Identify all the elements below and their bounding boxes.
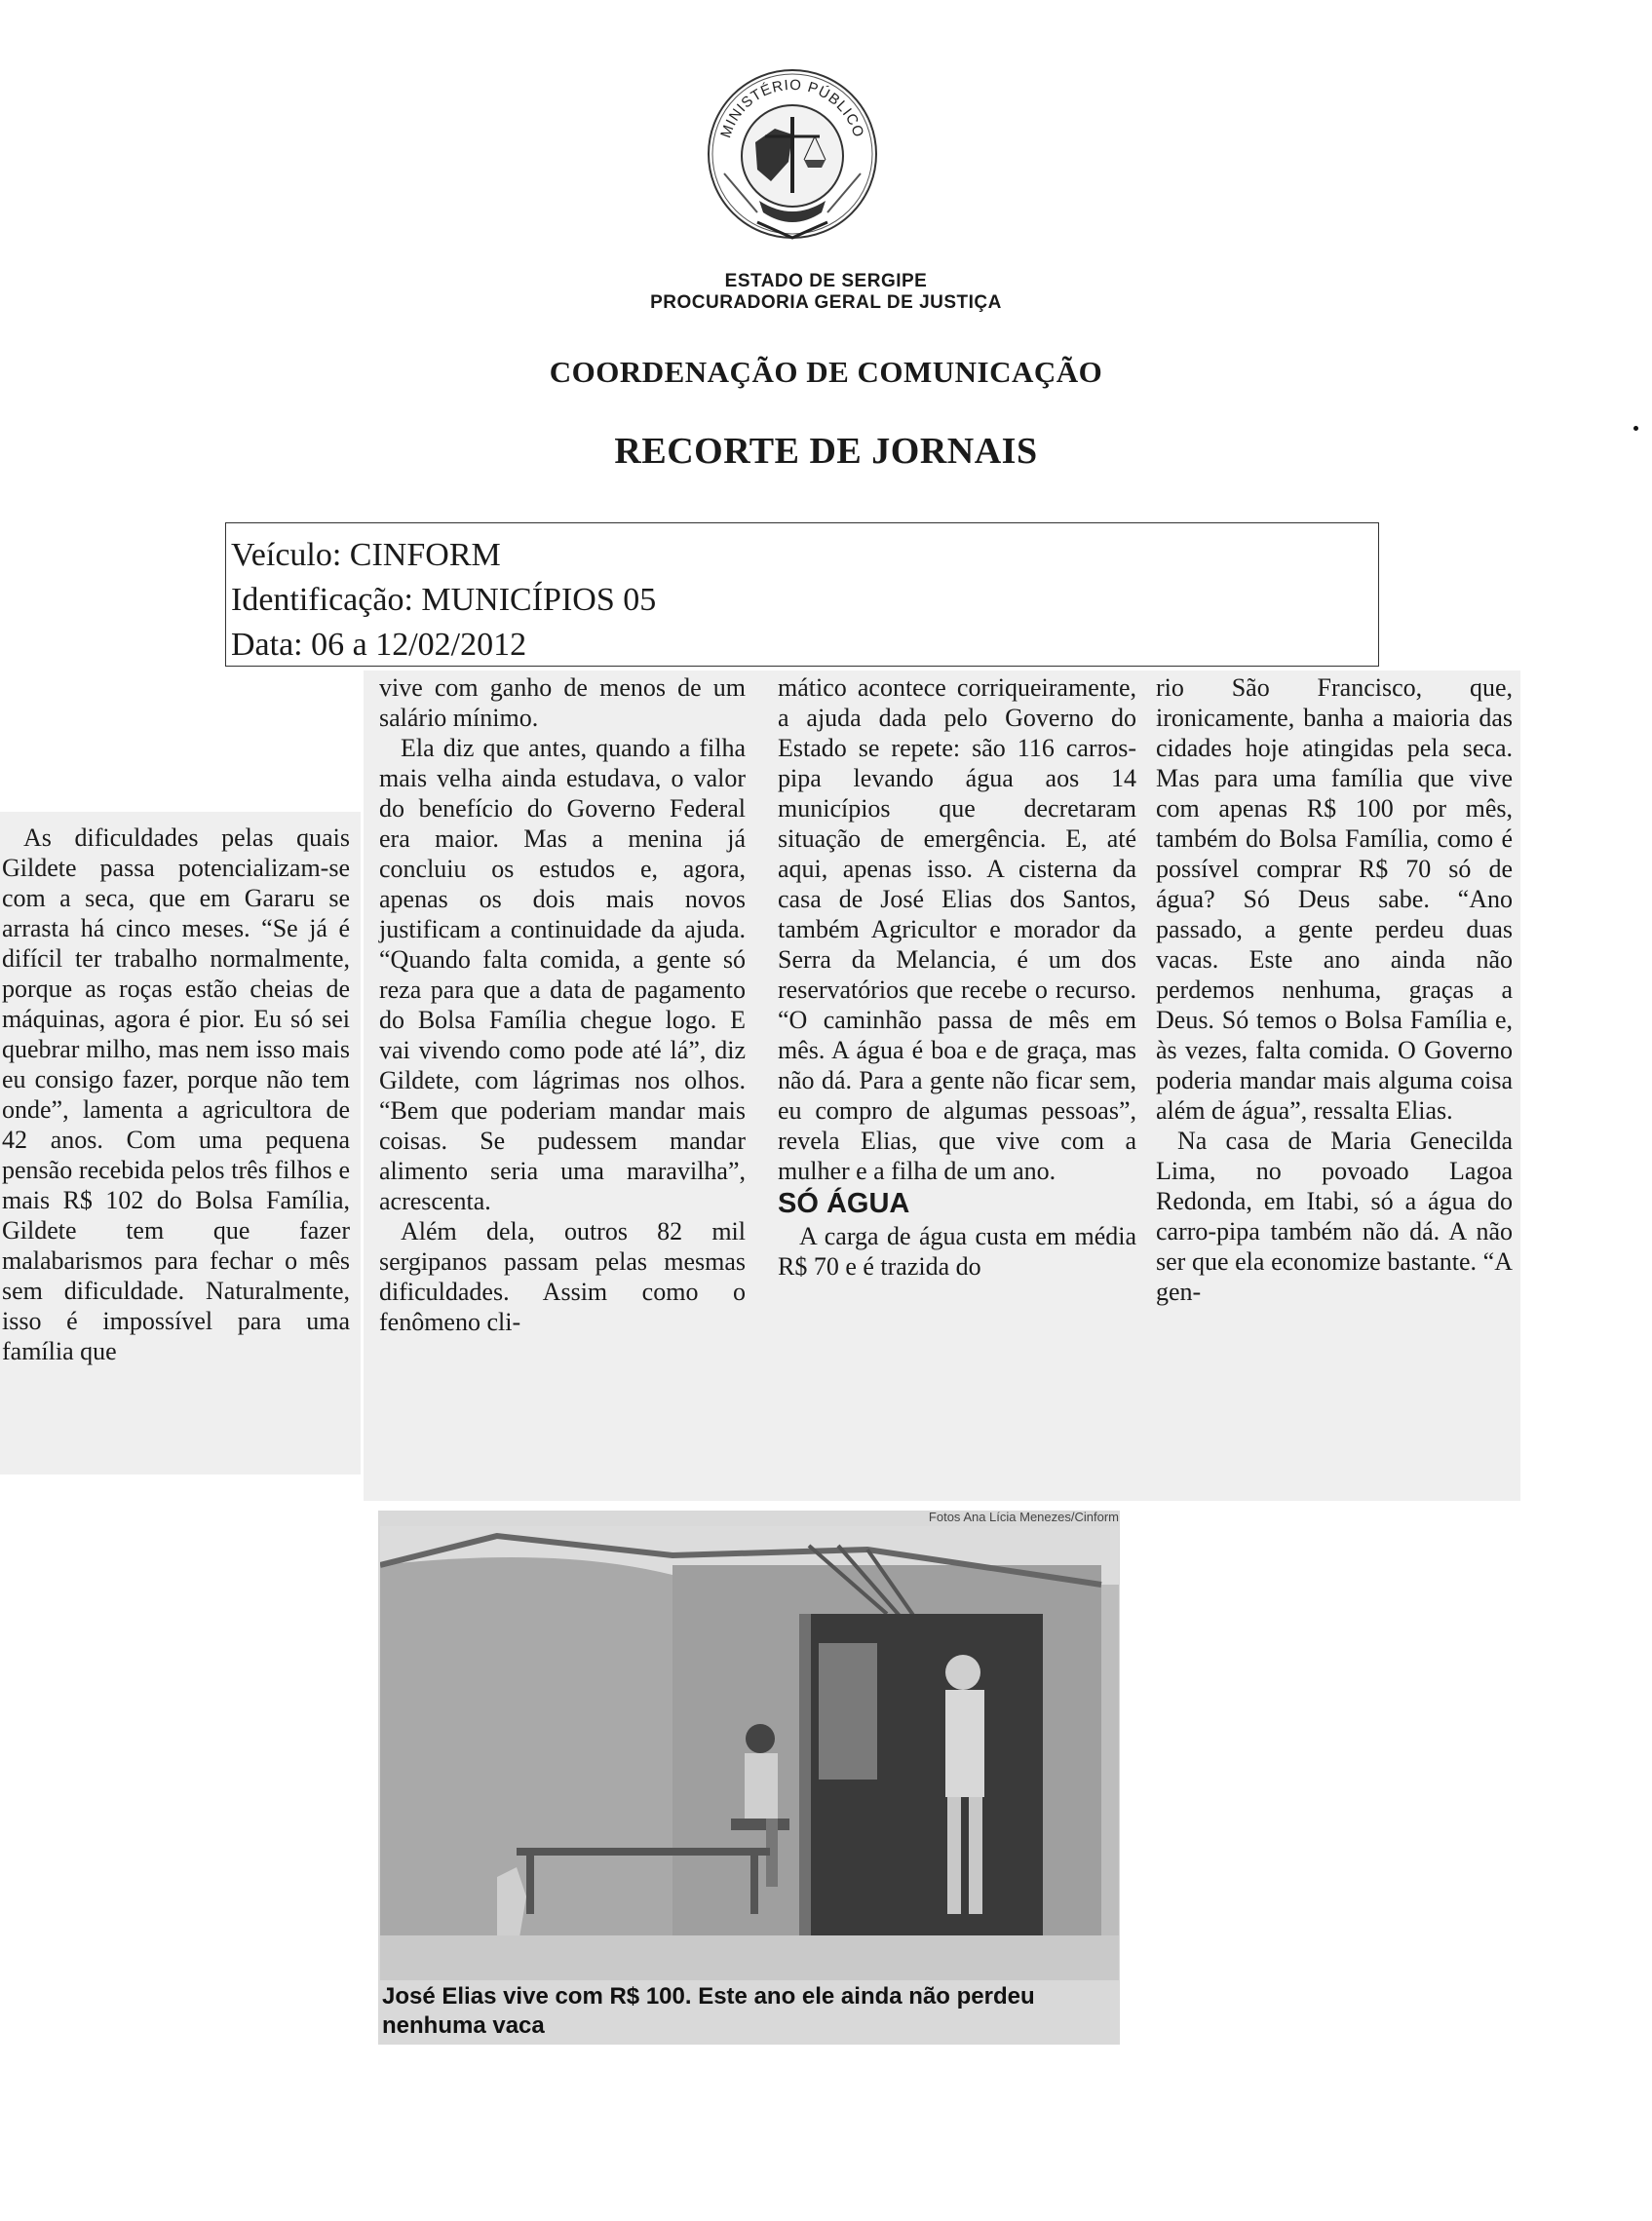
article-paragraph: Além dela, outros 82 mil sergipanos passam pelas mesmas dificuldades. Assim como o fenômeno cli-: [379, 1217, 746, 1336]
article-paragraph: A carga de água custa em média R$ 70 e é trazida do: [778, 1222, 1136, 1281]
coordination-heading: COORDENAÇÃO DE COMUNICAÇÃO: [549, 355, 1103, 389]
state-name: ESTADO DE SERGIPE: [724, 271, 928, 291]
article-paragraph: As dificuldades pelas quais Gildete passa potencializam-se com a seca, que em Gararu se arrasta há cinco meses. “Se já é difícil ter trabalho normalmente, porque as roças estão cheias de máquinas, agora é pior. Eu só sei quebrar milho, mas nem isso mais eu consigo fazer, porque não tem onde”, lamenta a agricultora de 42 anos. Com uma pequena pensão recebida pelos três filhos e mais R$ 102 do Bolsa Família, Gildete tem que fazer malabarismos para fechar o mês sem dificuldade. Naturalmente, isso é impossível para uma família que: [2, 823, 350, 1365]
svg-text:MINISTÉRIO PÚBLICO: MINISTÉRIO PÚBLICO: [717, 76, 867, 140]
page-title: RECORTE DE JORNAIS: [614, 431, 1038, 472]
article-paragraph: Ela diz que antes, quando a filha mais velha ainda estudava, o valor do benefício do Governo Federal era maior. Mas a menina já concluiu os estudos e, agora, apenas os dois mais novos justificam a continuidade da ajuda. “Quando falta comida, a gente só reza para que a data de pagamento do Bolsa Família chegue logo. E vai vivendo como pode até lá”, diz Gildete, com lágrimas nos olhos. “Bem que poderiam mandar mais coisas. Se pudessem mandar alimento seria uma maravilha”, acrescenta.: [379, 734, 746, 1215]
photo-credit: Fotos Ana Lícia Menezes/Cinform: [928, 1510, 1119, 1524]
article-paragraph: rio São Francisco, que, ironicamente, banha a maioria das cidades hoje atingidas pela seca. Mas para uma família que vive com apenas R$ 100 por mês, também do Bolsa Família, como é possível comprar R$ 70 só de água? Só Deus sabe. “Ano passado, a gente perdeu duas vacas. Este ano ainda não perdemos nenhuma, graças a Deus. Só temos o Bolsa Família e, às vezes, falta comida. O Governo poderia mandar mais alguma coisa além de água”, ressalta Elias.: [1156, 673, 1513, 1125]
date-line: Data: 06 a 12/02/2012: [231, 627, 527, 663]
article-column-4: [1156, 672, 1513, 1307]
scan-speck: [1633, 426, 1638, 431]
identification-line: Identificação: MUNICÍPIOS 05: [231, 582, 657, 618]
article-column-2: [379, 672, 746, 1337]
article-paragraph: Na casa de Maria Genecilda Lima, no povoado Lagoa Redonda, em Itabi, só a água do carro-pipa também não dá. A não ser que ela economize bastante. “A gen-: [1156, 1127, 1513, 1306]
vehicle-line: Veículo: CINFORM: [231, 537, 501, 573]
article-paragraph: vive com ganho de menos de um salário mínimo.: [379, 673, 746, 732]
article-paragraph: mático acontece corriqueiramente, a ajuda dada pelo Governo do Estado se repete: são 116 carros-pipa levando água aos 14 municípios que decretaram situação de emergência. E, até aqui, apenas isso. A cisterna da casa de José Elias dos Santos, também Agricultor e morador da Serra da Melancia, é um dos reservatórios que recebe o recurso. “O caminhão passa de mês em mês. A água é boa e de graça, mas não dá. Para a gente não ficar sem, eu compro de algumas pessoas”, revela Elias, que vive com a mulher e a filha de um ano.: [778, 673, 1136, 1185]
article-subheading: SÓ ÁGUA: [778, 1188, 910, 1219]
article-column-3: [778, 672, 1136, 1282]
ministerio-publico-seal-logo: [699, 66, 886, 242]
photo-caption: José Elias vive com R$ 100. Este ano ele ainda não perdeu nenhuma vaca: [382, 1983, 1035, 2039]
clipping-info-box: [225, 522, 1379, 667]
procuradoria-name: PROCURADORIA GERAL DE JUSTIÇA: [650, 292, 1002, 313]
news-photo: [380, 1526, 1119, 1980]
article-column-1: [2, 823, 350, 1366]
